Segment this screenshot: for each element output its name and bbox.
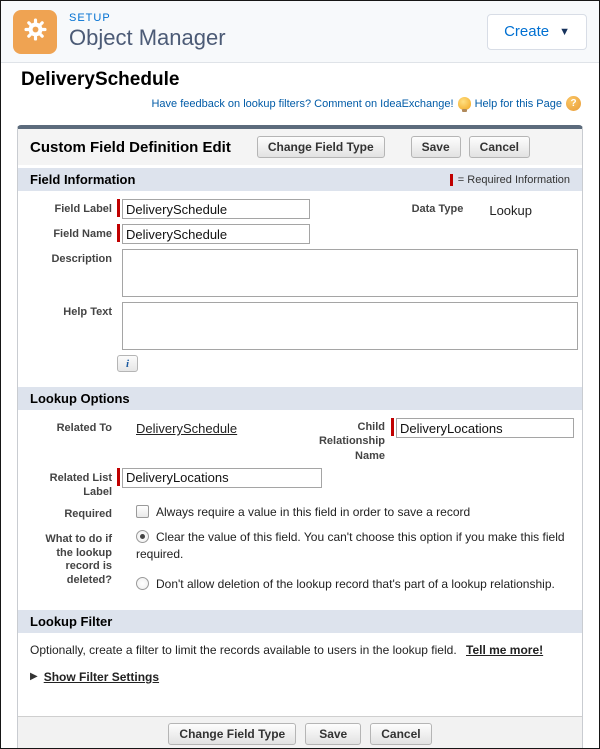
description-textarea[interactable] — [122, 249, 578, 297]
setup-gear-tile — [13, 10, 57, 54]
custom-field-edit-panel — [17, 125, 583, 749]
top-button-group — [257, 136, 385, 158]
related-to-row — [26, 418, 574, 463]
tell-me-more-link[interactable]: Tell me more! — [466, 642, 544, 657]
related-to-label: Related To — [56, 422, 112, 434]
lookup-filter-description: Optionally, create a filter to limit the records available to users in the lookup field. — [30, 642, 457, 657]
show-filter-settings-link[interactable]: Show Filter Settings — [43, 669, 160, 684]
info-icon[interactable]: i — [117, 355, 138, 372]
child-relationship-control — [391, 418, 574, 438]
save-button-bottom[interactable]: Save — [305, 723, 361, 745]
field-information-body — [18, 191, 582, 387]
info-row — [26, 355, 574, 372]
setup-eyebrow: SETUP — [69, 12, 111, 24]
description-label: Description — [51, 253, 112, 265]
data-type-value: Lookup — [489, 203, 532, 218]
cancel-button-bottom[interactable]: Cancel — [370, 723, 431, 745]
help-for-page-link[interactable]: Help for this Page — [474, 97, 562, 110]
help-text-label: Help Text — [63, 306, 112, 318]
data-type-label: Data Type — [411, 203, 464, 215]
related-list-label-control — [117, 468, 574, 488]
child-relationship-name-label: Child Relationship Name — [318, 421, 385, 462]
related-to-control — [136, 418, 574, 463]
section-header-field-information — [18, 168, 582, 191]
lookup-filter-heading: Lookup Filter — [30, 613, 113, 629]
required-legend-text: = Required Information — [457, 173, 570, 186]
create-button-label: Create — [504, 23, 550, 40]
required-bar-icon — [117, 224, 120, 242]
required-bar-icon — [450, 174, 453, 186]
field-label-input[interactable] — [122, 199, 310, 219]
required-checkbox[interactable] — [136, 505, 149, 518]
required-option-text: Always require a value in this field in order to save a record — [156, 505, 471, 520]
description-row — [26, 249, 574, 297]
field-name-input[interactable] — [122, 224, 310, 244]
on-delete-option-clear — [136, 529, 572, 564]
required-option — [136, 504, 572, 521]
gear-icon — [22, 16, 49, 48]
on-delete-option-dont-allow — [136, 576, 572, 593]
help-question-icon[interactable]: ? — [566, 96, 581, 111]
field-name-control — [117, 224, 574, 244]
change-field-type-button-bottom[interactable]: Change Field Type — [168, 723, 296, 745]
data-type-group — [412, 199, 532, 218]
feedback-link[interactable]: Have feedback on lookup filters? Comment on IdeaExchange! — [151, 97, 454, 110]
lookup-filter-description-line — [30, 643, 570, 657]
required-bar-icon — [117, 468, 120, 486]
required-bar-icon — [117, 199, 120, 217]
field-label-control — [117, 199, 574, 219]
save-button-top[interactable]: Save — [411, 136, 461, 158]
page-title: DeliverySchedule — [21, 69, 180, 90]
object-manager-title: Object Manager — [69, 25, 226, 50]
cancel-button-top[interactable]: Cancel — [469, 136, 530, 158]
help-text-textarea[interactable] — [122, 302, 578, 350]
field-information-heading: Field Information — [30, 172, 136, 187]
setup-header-titles — [69, 12, 487, 51]
panel-titlebar — [18, 129, 582, 165]
panel-title: Custom Field Definition Edit — [30, 138, 231, 156]
related-list-label-label: Related List Label — [49, 471, 112, 498]
field-label-row — [26, 199, 574, 219]
lookup-options-heading: Lookup Options — [30, 391, 130, 406]
setup-header — [1, 1, 599, 63]
clear-value-radio[interactable] — [136, 530, 149, 543]
section-header-lookup-filter — [18, 610, 582, 633]
section-header-lookup-options — [18, 387, 582, 410]
dont-allow-option-text: Don't allow deletion of the lookup record that's part of a lookup relationship. — [156, 576, 555, 591]
help-text-control — [122, 302, 578, 350]
lookup-options-body — [18, 410, 582, 610]
help-row — [17, 93, 583, 125]
dont-allow-deletion-radio[interactable] — [136, 577, 149, 590]
child-relationship-name-input[interactable] — [396, 418, 574, 438]
required-bar-icon — [391, 418, 394, 436]
required-label: Required — [64, 508, 112, 521]
on-delete-label: What to do if the lookup record is deleted? — [45, 532, 112, 587]
field-label-label: Field Label — [54, 203, 112, 215]
create-button[interactable] — [487, 14, 587, 50]
clear-value-option-text: Clear the value of this field. You can't choose this option if you make this field required. — [136, 529, 565, 562]
description-control — [122, 249, 578, 297]
on-delete-control — [136, 529, 574, 595]
related-to-link[interactable]: DeliverySchedule — [136, 421, 238, 436]
show-filter-settings-row — [30, 670, 570, 684]
top-save-cancel-group — [411, 136, 530, 158]
required-row — [26, 504, 574, 523]
required-control — [136, 504, 574, 523]
on-delete-row — [26, 529, 574, 595]
chevron-down-icon: ▼ — [559, 25, 570, 38]
required-legend — [450, 174, 570, 186]
related-list-label-input[interactable] — [122, 468, 322, 488]
field-name-row — [26, 224, 574, 244]
lookup-filter-body — [18, 633, 582, 716]
page-head — [1, 63, 599, 125]
related-list-label-row — [26, 468, 574, 500]
field-name-label: Field Name — [53, 228, 112, 240]
change-field-type-button-top[interactable]: Change Field Type — [257, 136, 385, 158]
chevron-right-icon: ▶ — [30, 671, 38, 683]
bottom-button-bar — [18, 716, 582, 749]
idea-lightbulb-icon — [458, 97, 471, 110]
help-text-row — [26, 302, 574, 350]
